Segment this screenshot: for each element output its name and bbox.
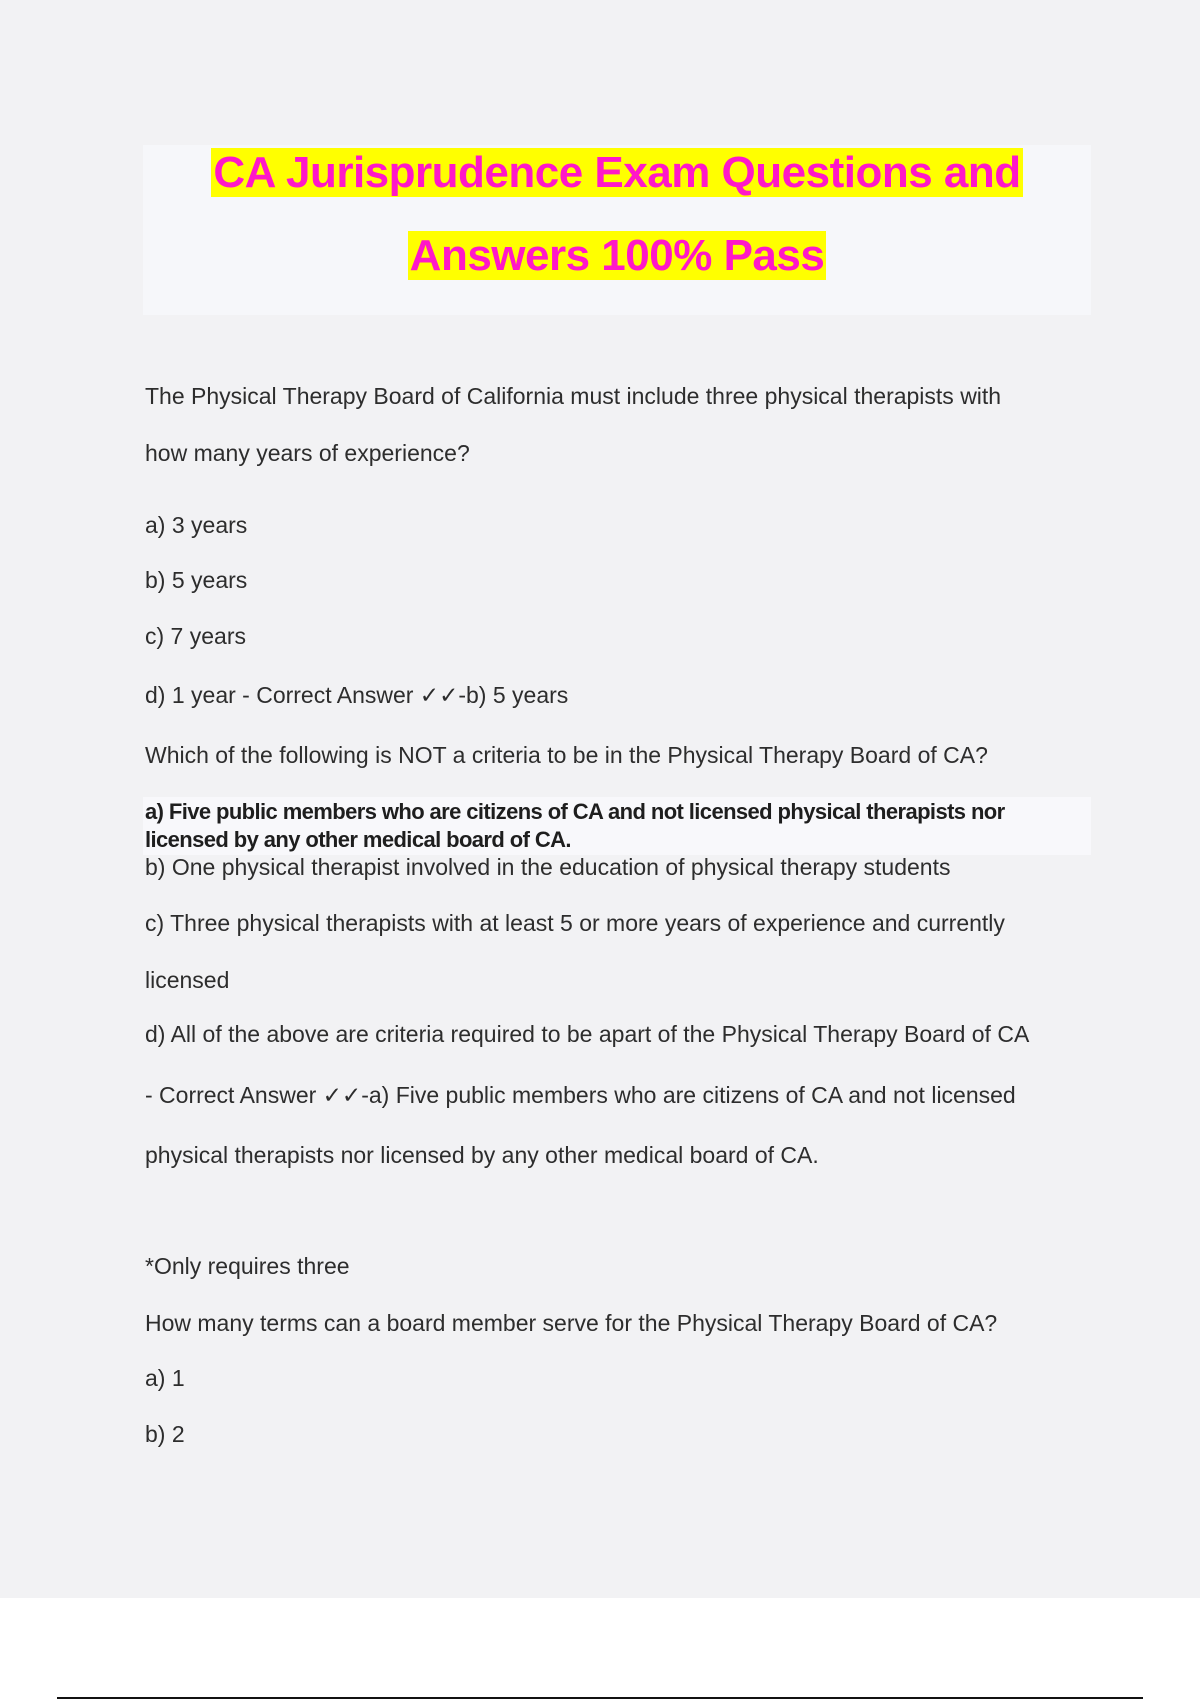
- document-title-line-1: CA Jurisprudence Exam Questions and: [213, 148, 1021, 197]
- question-2-option-d: d) All of the above are criteria required to be apart of the Physical Therapy Board of CA: [145, 1021, 1030, 1047]
- question-1-option-b: b) 5 years: [145, 567, 248, 593]
- footer-rule: [57, 1697, 1143, 1699]
- question-2-answer-line-2: physical therapists nor licensed by any other medical board of CA.: [145, 1142, 819, 1168]
- question-3-option-b: b) 2: [145, 1421, 185, 1447]
- question-1-option-c: c) 7 years: [145, 623, 246, 649]
- question-1-text-line-1: The Physical Therapy Board of California must include three physical therapists with: [145, 383, 1002, 409]
- question-2-answer-line-1: - Correct Answer ✓✓-a) Five public members who are citizens of CA and not licensed: [145, 1082, 1016, 1108]
- question-2-option-a-line-2: licensed by any other medical board of CA.: [145, 827, 571, 852]
- question-2-note: *Only requires three: [145, 1253, 350, 1279]
- question-1-text-line-2: how many years of experience?: [145, 440, 470, 466]
- question-1-option-a: a) 3 years: [145, 512, 248, 538]
- question-3-text: How many terms can a board member serve for the Physical Therapy Board of CA?: [145, 1310, 998, 1336]
- document-title-line-2: Answers 100% Pass: [409, 231, 825, 280]
- question-2-option-b: b) One physical therapist involved in the education of physical therapy students: [145, 854, 951, 880]
- question-1-option-d-answer: d) 1 year - Correct Answer ✓✓-b) 5 years: [145, 682, 569, 708]
- question-2-option-c-line-2: licensed: [145, 967, 230, 993]
- question-2-option-a-line-1: a) Five public members who are citizens of CA and not licensed physical therapists nor: [145, 799, 1005, 824]
- question-2-option-c-line-1: c) Three physical therapists with at least 5 or more years of experience and currently: [145, 910, 1005, 936]
- question-3-option-a: a) 1: [145, 1365, 185, 1391]
- question-2-text: Which of the following is NOT a criteria to be in the Physical Therapy Board of CA?: [145, 742, 988, 768]
